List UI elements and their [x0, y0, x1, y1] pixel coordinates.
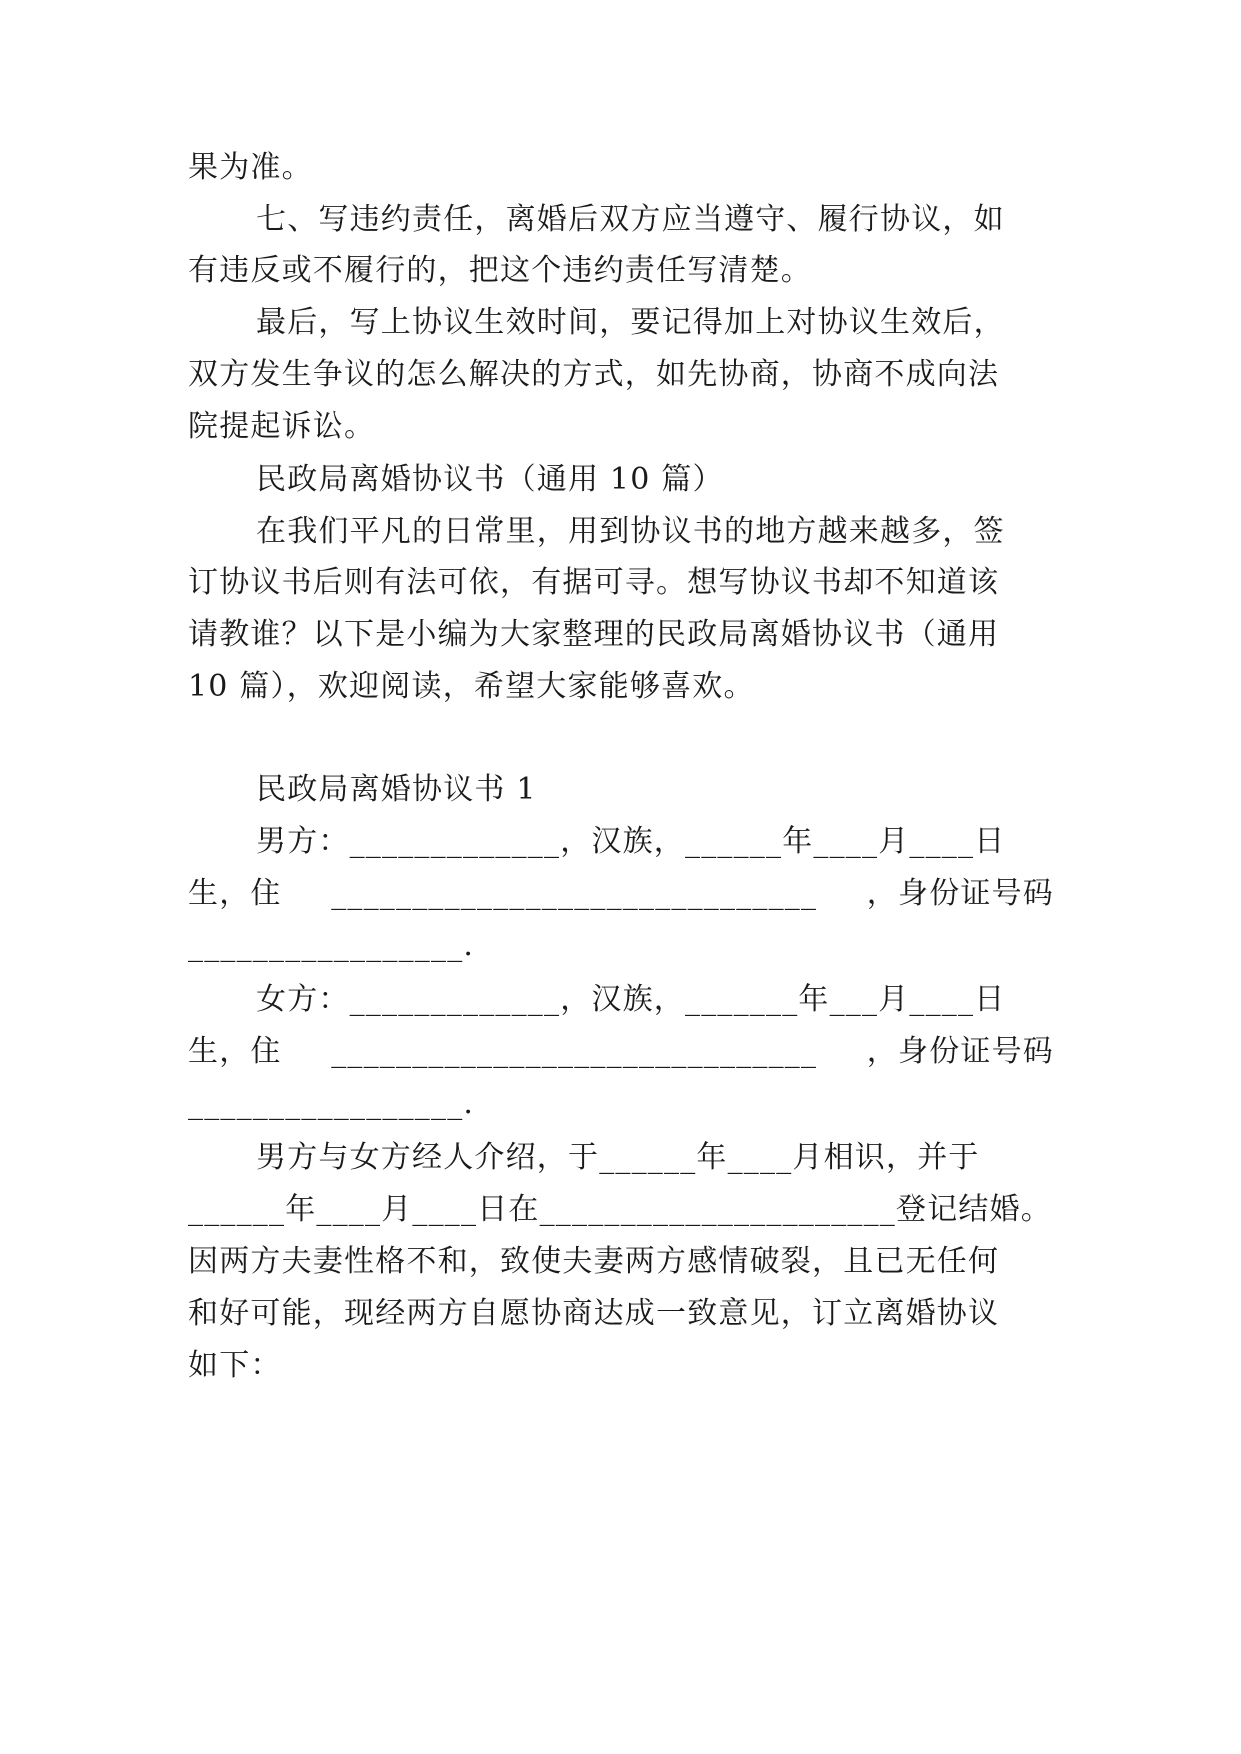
- male-id-blank: _________________.: [188, 928, 475, 963]
- paragraph-line: 订协议书后则有法可依，有据可寻。想写协议书却不知道该: [188, 565, 1000, 600]
- paragraph-line: 七、写违约责任，离婚后双方应当遵守、履行协议，如: [256, 202, 1005, 237]
- paragraph-line: ______年____月____日在______________________登记结婚。: [188, 1192, 1052, 1227]
- paragraph-line: 请教谁？以下是小编为大家整理的民政局离婚协议书（通用: [188, 617, 1000, 652]
- paragraph-line: 双方发生争议的怎么解决的方式，如先协商，协商不成向法: [188, 357, 1000, 392]
- id-number-label: ，身份证号码: [866, 876, 1054, 911]
- paragraph-line: 10 篇），欢迎阅读，希望大家能够喜欢。: [188, 669, 755, 704]
- address-label: 生，住: [188, 876, 282, 911]
- male-address-line: [188, 874, 1054, 914]
- paragraph-line: 院提起诉讼。: [188, 409, 376, 444]
- female-address-line: [188, 1032, 1054, 1072]
- female-id-blank: _________________.: [188, 1086, 475, 1121]
- id-number-label: ，身份证号码: [866, 1034, 1054, 1069]
- paragraph-line: 因两方夫妻性格不和，致使夫妻两方感情破裂，且已无任何: [188, 1244, 1000, 1279]
- paragraph-line: 有违反或不履行的，把这个违约责任写清楚。: [188, 253, 812, 288]
- paragraph-line: 在我们平凡的日常里，用到协议书的地方越来越多，签: [256, 514, 1005, 549]
- male-party-line: 男方：_____________，汉族，______年____月____日: [256, 824, 1006, 859]
- paragraph-line: 和好可能，现经两方自愿协商达成一致意见，订立离婚协议: [188, 1296, 1000, 1331]
- paragraph-line: 最后，写上协议生效时间，要记得加上对协议生效后，: [256, 305, 1005, 340]
- agreement-heading: 民政局离婚协议书 1: [256, 772, 537, 807]
- address-label: 生，住: [188, 1034, 282, 1069]
- section-title: 民政局离婚协议书（通用 10 篇）: [256, 462, 724, 497]
- paragraph-line: 果为准。: [188, 150, 313, 185]
- paragraph-line: 如下：: [188, 1348, 282, 1383]
- address-blank: ______________________________: [331, 876, 818, 911]
- female-party-line: 女方：_____________，汉族，_______年___月____日: [256, 982, 1006, 1017]
- paragraph-line: 男方与女方经人介绍，于______年____月相识，并于: [256, 1140, 980, 1175]
- address-blank: ______________________________: [331, 1034, 818, 1069]
